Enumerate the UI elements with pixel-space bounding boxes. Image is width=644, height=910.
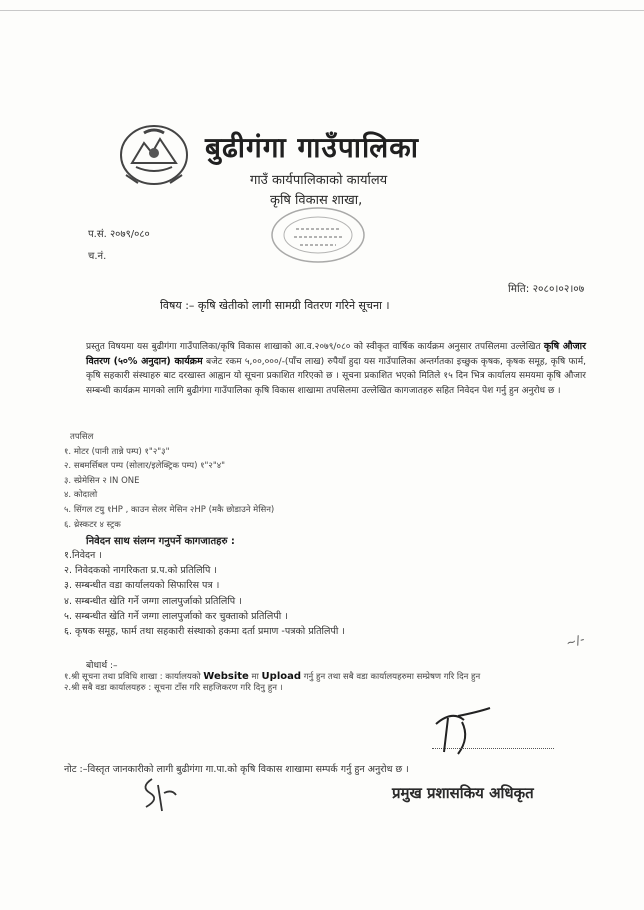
footer-note: नोट :–विस्तृत जानकारीको लागी बुढीगंगा गा.पा.को कृषि विकास शाखामा सम्पर्क गर्नु हुन अनुरोध छ । [64,764,409,775]
documents-list [64,548,345,639]
list-item [64,671,480,683]
bodharth-website: Website [203,671,249,682]
list-item: २. सबमर्सिबल पम्प (सोलार/इलेक्ट्रिक पम्प) १"२"४" [64,461,226,472]
branch-name: कृषि विकास शाखा, [270,193,363,208]
page-edge-line [0,10,644,11]
tapsil-heading: तपसिल [70,432,94,442]
bodharth-heading: बोधार्थ :– [86,661,118,671]
bodharth-list [64,671,480,694]
reference-number: प.सं. २०७९/०८० [88,229,150,240]
list-item: ३. स्प्रेमेसिन २ IN ONE [64,475,140,486]
bodharth-line1-start: १.श्री सूचना तथा प्रविधि शाखा : कार्यालयको [64,672,201,682]
municipality-title: बुढीगंगा गाउँपालिका [205,131,420,164]
notice-subject: विषय :– कृषि खेतीको लागी सामग्री वितरण गरिने सूचना । [160,299,390,312]
list-item: ५. सम्बन्धीत खेति गर्ने जग्गा लालपुर्जाको कर चुक्ताको प्रतिलिपी । [64,610,288,622]
body-text-part1: प्रस्तुत विषयमा यस बुढीगंगा गाउँपालिका/कृषि विकास शाखाको आ.व.२०७९/०८० को स्वीकृत वार्षिक कार्यक्रम अनुसार तपसिलमा उल्लेखित [86,342,541,352]
list-item: ४. सम्बन्धीत खेति गर्ने जग्गा लालपुर्जाको प्रतिलिपि । [64,595,242,607]
list-item: १. मोटर (पानी तान्ने पम्प) १"२"३" [64,446,170,457]
list-item: ५. सिंगल टयु १HP , काउन सेलर मेसिन २HP (मकै छोडाउने मेसिन) [64,504,275,515]
officer-title-stamp: प्रमुख प्रशासकिय अधिकृत [392,784,534,802]
signature-line [432,748,554,749]
tapsil-list [64,430,274,532]
initials-signature [132,775,182,815]
government-emblem-icon [118,123,190,187]
body-text-part2: बजेट रकम ५,००,०००/-(पाँच लाख) रुपैयाँ हुदा यस गाउँपालिका अन्तर्गतका इच्छुक कृषक, कृषक समूह, कृषि फार्म, कृषि सहकारी संस्थाहरु बाट दरखास्त आह्वान यो सूचना प्रकाशित गरिएको छ । सूचना प्रकाशित भएको मितिले १५ दिन भित्र कार्यालय समयमा कृषि औजार सम्बन्धी कार्यक्रम मागको लागि बुढीगंगा गाउँपालिका कृषि विकास शाखामा तपसिलमा उल्लेखित कागजातहरु सहित निवेदन पेश गर्नु हुन अनुरोध छ । [86,356,586,396]
margin-handwritten-mark: ~/- [564,631,586,651]
notice-body-paragraph [86,340,586,398]
list-item: २. निवेदकको नागरिकता प्र.प.को प्रतिलिपि । [64,565,218,577]
notice-date: मिति: २०८०।०२।०७ [508,283,585,295]
bodharth-line1-end: गर्नु हुन तथा सबै वडा कार्यालयहरुमा सम्प्रेषण गरि दिन हुन [303,672,481,682]
dispatch-number: च.नं. [88,251,107,262]
list-item: ६. कृषक समूह, फार्म तथा सहकारी संस्थाको हकमा दर्ता प्रमाण -पत्रको प्रतिलिपी । [64,626,345,638]
bodharth-upload: Upload [261,671,302,682]
list-item: ३. सम्बन्धीत वडा कार्यालयको सिफारिस पत्र । [64,580,220,592]
office-seal-stamp [268,205,368,265]
bodharth-line1-mid: मा [251,672,259,682]
office-name: गाउँ कार्यपालिकाको कार्यालय [250,173,388,188]
list-item: ४. कोदालो [64,490,98,501]
list-item: ६. थ्रेस्कटर ४ स्ट्रक [64,519,121,530]
officer-signature [418,702,508,762]
body-program-name: कृषि औजार वितरण (५०% अनुदान) कार्यक्रम [86,341,586,367]
list-item: २.श्री सबै वडा कार्यालयहरु : सूचना टाँस गरि सहजिकरण गरि दिनु हुन । [64,683,283,693]
documents-heading: निवेदन साथ संलग्न गनुपर्ने कागजातहरु : [86,536,235,547]
list-item: १.निवेदन । [64,550,102,561]
